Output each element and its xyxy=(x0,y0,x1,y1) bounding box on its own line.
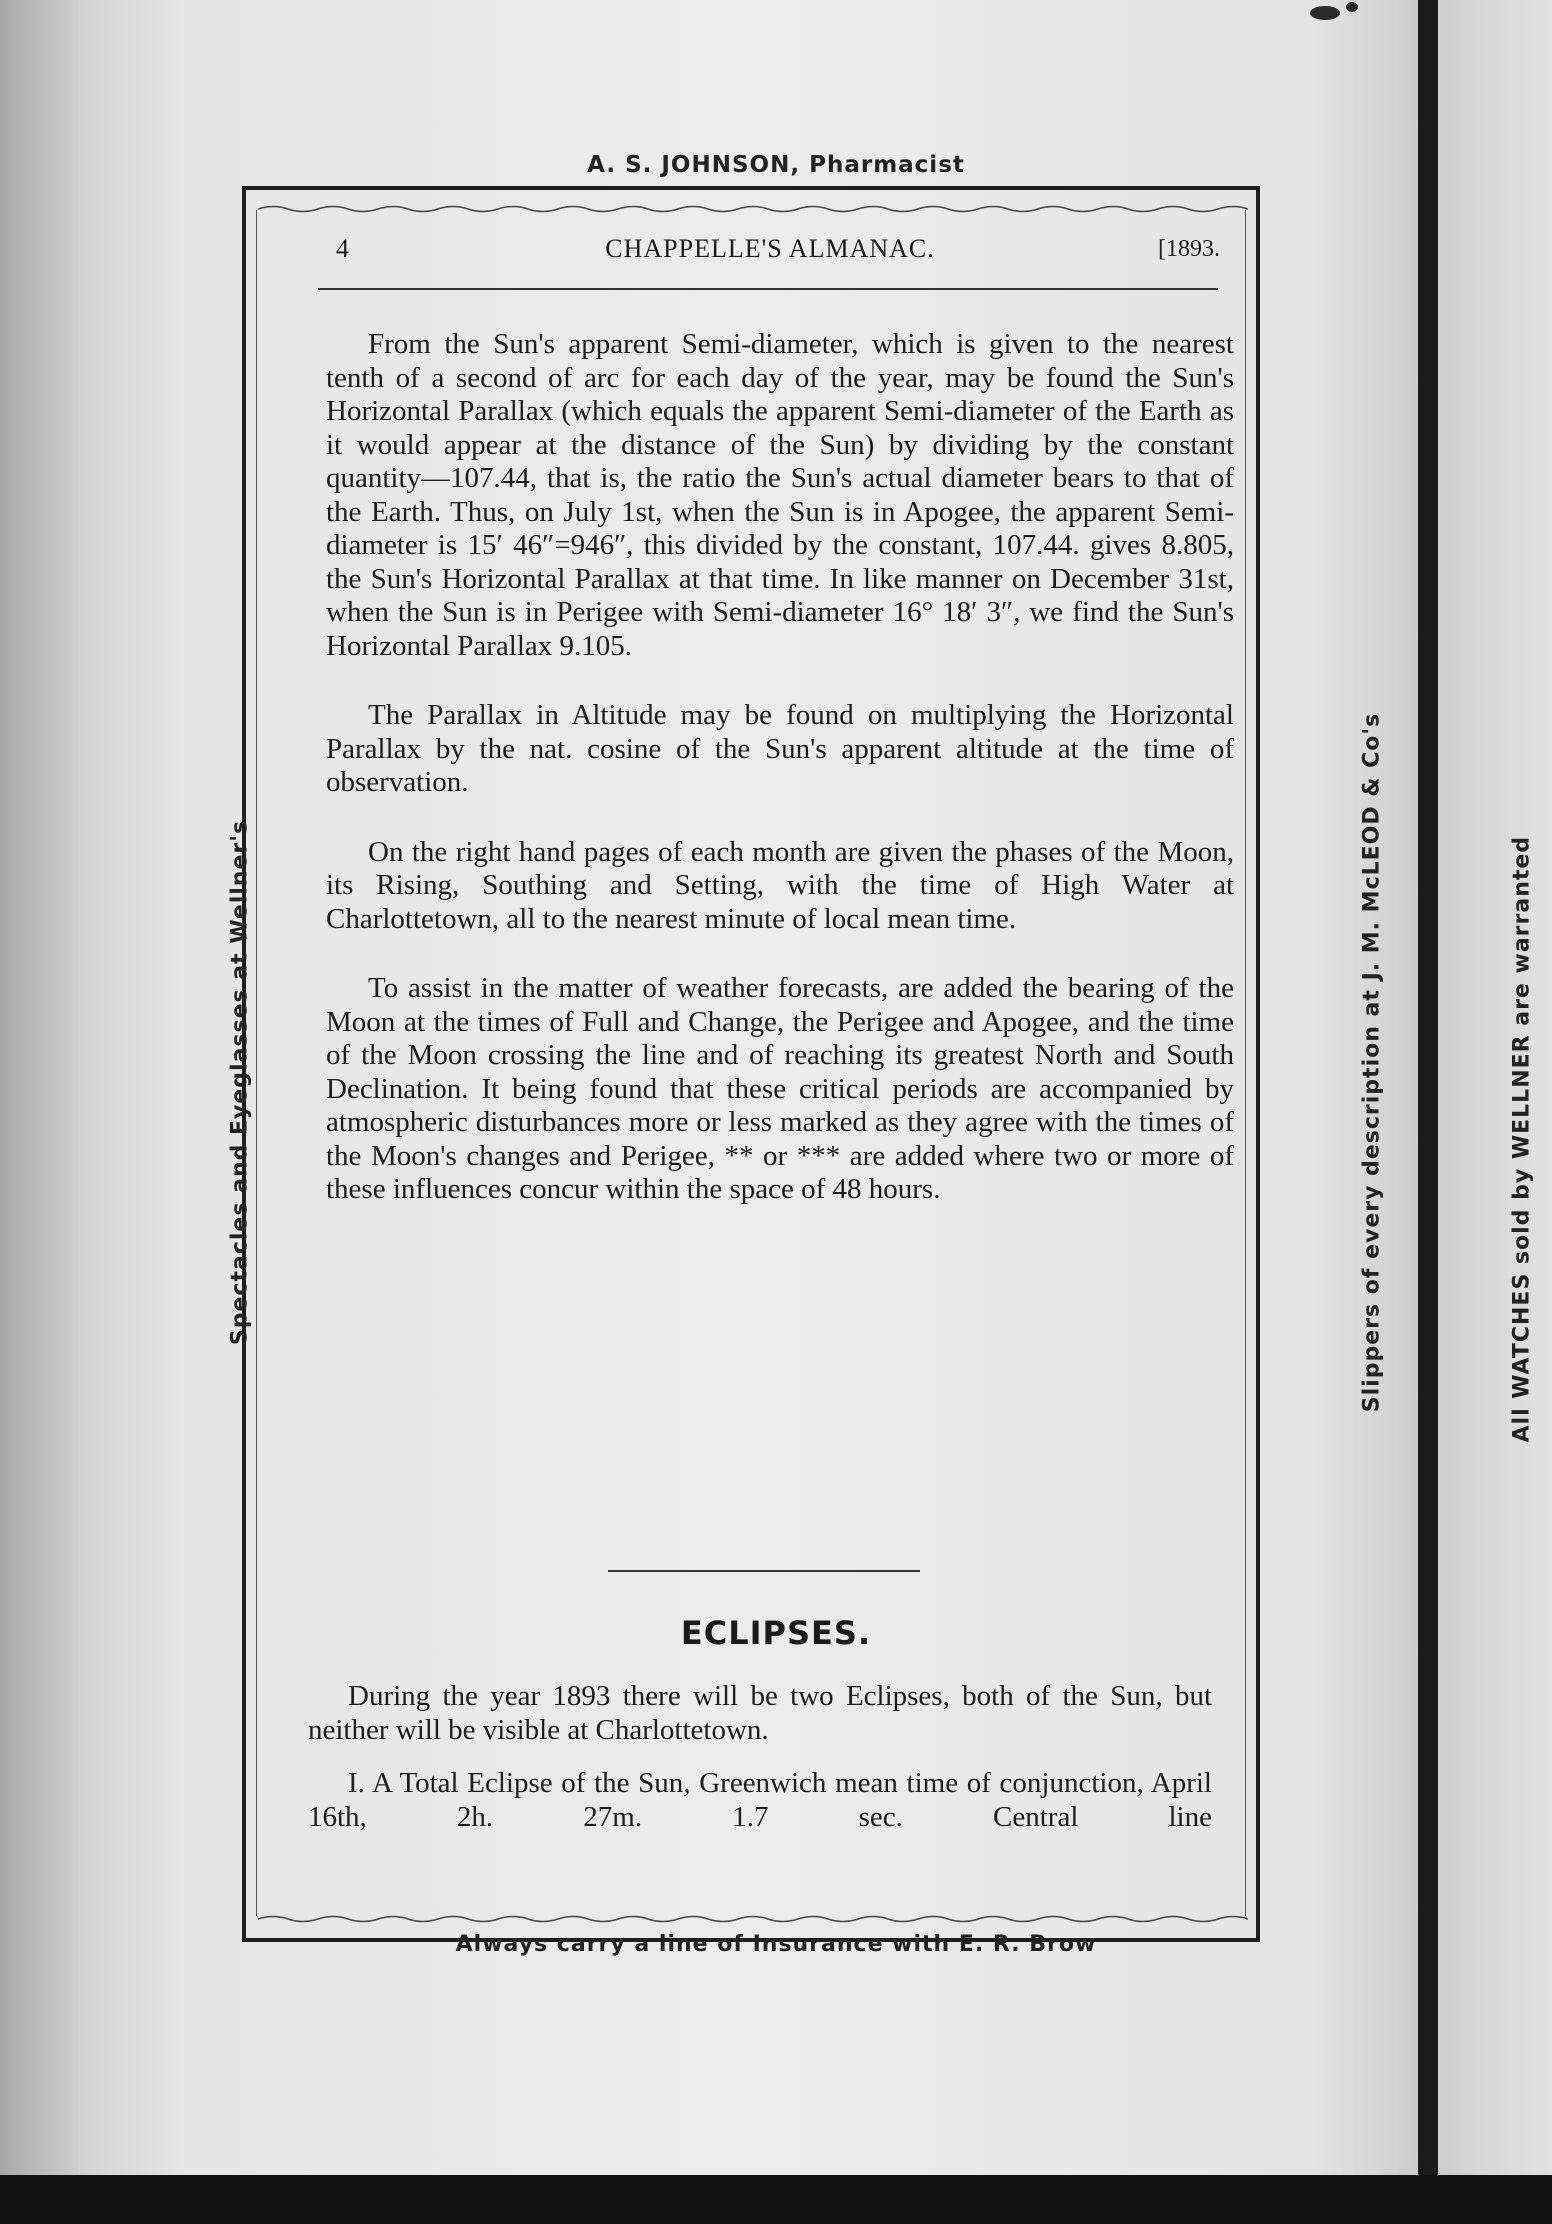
eclipses-text xyxy=(308,1680,1212,1854)
paragraph-right-hand-pages: On the right hand pages of each month are given the phases of the Moon, its Rising, Southing and Setting, with the time of High Water at Charlottetown, all to the nearest minute of local mean time. xyxy=(326,835,1234,935)
side-advertisement-right: All WATCHES sold by WELLNER are warranted xyxy=(1509,835,1535,1443)
header-rule xyxy=(318,288,1218,290)
page-gutter xyxy=(1418,0,1438,2224)
side-advertisement-left: Spectacles and Eyeglasses at Wellner's xyxy=(227,819,253,1346)
eclipses-heading: ECLIPSES. xyxy=(680,1614,872,1652)
running-title: CHAPPELLE'S ALMANAC. xyxy=(605,234,935,263)
footer-advertisement: Always carry a line of Insurance with E. R. Brow xyxy=(455,1932,1097,1957)
header-advertisement: A. S. JOHNSON, Pharmacist xyxy=(587,152,965,178)
running-year: [1893. xyxy=(1158,236,1220,262)
frame-ornament-bottom xyxy=(258,1914,1248,1924)
scan-bottom-edge xyxy=(0,2175,1552,2224)
paragraph-eclipses-intro: During the year 1893 there will be two Eclipses, both of the Sun, but neither will be visible at Charlottetown. xyxy=(308,1680,1212,1746)
paragraph-semi-diameter: From the Sun's apparent Semi-diameter, which is given to the nearest tenth of a second of arc for each day of the year, may be found the Sun's Horizontal Parallax (which equals the apparent Semi-diameter of the Earth as it would appear at the distance of the Sun) by dividing by the constant quantity—107.44, that is, the ratio the Sun's actual diameter bears to that of the Earth. Thus, on July 1st, when the Sun is in Apogee, the apparent Semi-diameter is 15′ 46″=946″, this divided by the constant, 107.44. gives 8.805, the Sun's Horizontal Parallax at that time. In like manner on December 31st, when the Sun is in Perigee with Semi-diameter 16° 18′ 3″, we find the Sun's Horizontal Parallax 9.105. xyxy=(326,328,1234,662)
page-number: 4 xyxy=(336,234,349,263)
adjacent-page-edge xyxy=(1438,0,1552,2224)
scan-speck xyxy=(1310,6,1340,20)
running-head xyxy=(300,234,1240,274)
side-advertisement-middle: Slippers of every description at J. M. McLEOD & Co's xyxy=(1359,712,1385,1413)
section-divider xyxy=(608,1570,920,1572)
body-text xyxy=(326,328,1234,1229)
scan-background-left xyxy=(0,0,80,2224)
paragraph-total-eclipse: I. A Total Eclipse of the Sun, Greenwich mean time of conjunction, April 16th, 2h. 27m. 1.7 sec. Central line xyxy=(308,1767,1212,1833)
paragraph-weather-forecasts: To assist in the matter of weather forecasts, are added the bearing of the Moon at the times of Full and Change, the Perigee and Apogee, and the time of the Moon crossing the line and of reaching its greatest North and South Declination. It being found that these critical periods are accompanied by atmospheric disturbances more or less marked as they agree with the times of the Moon's changes and Perigee, ** or *** are added where two or more of these influences concur within the space of 48 hours. xyxy=(326,972,1234,1205)
paragraph-parallax-altitude: The Parallax in Altitude may be found on multiplying the Horizontal Parallax by the nat. cosine of the Sun's apparent altitude at the time of observation. xyxy=(326,699,1234,798)
scan-speck xyxy=(1346,2,1358,12)
